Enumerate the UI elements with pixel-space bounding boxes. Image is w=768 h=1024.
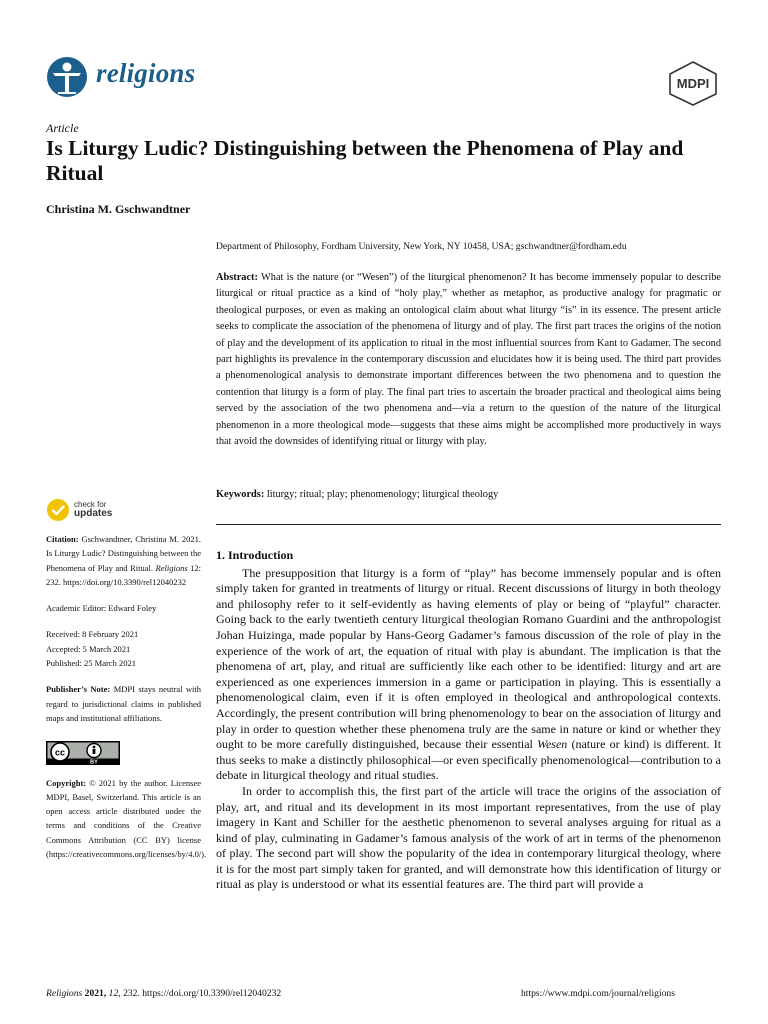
keywords-label: Keywords:	[216, 489, 265, 500]
article-type: Article	[46, 121, 79, 135]
section-title: 1. Introduction	[216, 548, 294, 562]
footer-year: 2021,	[84, 988, 107, 999]
accepted-date: Accepted: 5 March 2021	[46, 643, 131, 654]
copyright-text: © 2021 by the author. Licensee MDPI, Basel, Switzerland. This article is an open access article distributed under the terms and conditions of the Creative Commons Attribution (CC BY) license (https://creativecommons.org/licenses/by/4.0/).	[46, 777, 207, 860]
abstract	[216, 270, 721, 450]
footer-journal-url[interactable]: https://www.mdpi.com/journal/religions	[521, 988, 675, 999]
paragraph-2: In order to accomplish this, the first part of the article will trace the origins of the association of play, art, and ritual and its development in its most important representatives, from the use of play imagery in Kant and Schiller for the aesthetic phenomenon to several analyses arguing for ritual as a kind of play, culminating in Gadamer’s famous analysis of the work of art in terms of the phenomenon of play. The second part will show the popularity of the idea in contemporary liturgical theology, where it is for the most part simply taken for granted, and will demonstrate how this identification of liturgy or ritual as play is understood or what its essential features are. The third part will provide a	[216, 783, 721, 892]
paragraph-1-tail: (nature or kind) is different. It thus seeks to make a distinctly philosophical—or even specifically phenomenological—contribution to a debate in liturgical theology and ritual studies.	[216, 737, 722, 783]
dates-block	[46, 627, 201, 670]
citation-label: Citation:	[46, 534, 79, 544]
footer-journal: Religions	[46, 988, 83, 999]
footer-doi[interactable]: 232. https://doi.org/10.3390/rel12040232	[123, 988, 282, 999]
paragraph-1-text: The presupposition that liturgy is a form of “play” has become immensely popular and is often simply taken for granted in treatments of liturgy or ritual. Recent discussions of liturgy in both theology and philosophy refer to it self-evidently as having elements of play or being of “playful” character. Going back to the early twentieth century liturgical theologian Romano Guardini and the anthropologist Johan Huizinga, made popular by Hans-Georg Gadamer’s famous discussion of the role of play in the experience of the work of art, the equation of ritual with play is abundant. The implication is that the phenomena of art, play, and ritual are sufficiently like each other to be identified: liturgy and art are experienced as one experiences immersion in a game or participation in playing. This is essentially a phenomenological claim, even if it is often employed in theological and anthropological contexts. Accordingly, the present contribution will bring phenomenology to bear on the association of liturgy and play in order to question whether these phenomena truly are the same in nature or kind or whether they ought to be more carefully distinguished, because their essential	[216, 565, 721, 752]
sidebar	[46, 498, 207, 873]
citation-block	[46, 532, 201, 589]
article-title: Is Liturgy Ludic? Distinguishing between the Phenomena of Play and Ritual	[46, 136, 684, 185]
citation-journal: Religions	[155, 562, 188, 573]
copyright-block	[46, 776, 207, 862]
svg-text:cc: cc	[54, 747, 66, 758]
cc-by-label: BY	[90, 759, 98, 766]
author-affiliation: Department of Philosophy, Fordham University, New York, NY 10458, USA; gschwandtner@fordham.edu	[216, 241, 627, 252]
received-date: Received: 8 February 2021	[46, 629, 139, 640]
keywords	[216, 489, 726, 500]
check-updates-text	[74, 500, 112, 518]
abstract-label: Abstract:	[216, 272, 258, 283]
paragraph-1	[216, 566, 721, 784]
section-divider	[216, 524, 721, 525]
check-updates-icon	[46, 498, 70, 522]
footer-volume: 12,	[108, 988, 121, 999]
cc-by-license-icon[interactable]	[46, 741, 120, 765]
academic-editor	[46, 601, 201, 615]
publisher-note	[46, 682, 201, 725]
keywords-text: liturgy; ritual; play; phenomenology; liturgical theology	[266, 489, 499, 500]
article-authors: Christina M. Gschwandtner	[46, 202, 191, 216]
check-for-updates-badge[interactable]	[46, 498, 201, 528]
publisher-note-label: Publisher’s Note:	[46, 684, 111, 695]
paragraph-1-emphasis: Wesen	[537, 737, 568, 752]
footer-citation	[46, 988, 281, 999]
publisher-note-text: MDPI stays neutral with regard to jurisdictional claims in published maps and institutional affiliations.	[46, 684, 202, 723]
copyright-label: Copyright:	[46, 777, 87, 788]
citation-text: Gschwandtner, Christina M. 2021. Is Liturgy Ludic? Distinguishing between the Phenomena of Play and Ritual.	[46, 534, 201, 573]
check-line-2: updates	[74, 508, 113, 519]
citation-doi[interactable]: 12: 232. https://doi.org/10.3390/rel12040232	[46, 562, 201, 587]
journal-name: religions	[96, 58, 196, 88]
check-line-1: check for	[74, 500, 107, 509]
mdpi-logo-text: MDPI	[676, 76, 710, 91]
religions-logo-icon	[46, 56, 88, 98]
published-date: Published: 25 March 2021	[46, 658, 136, 669]
abstract-text: What is the nature (or “Wesen”) of the liturgical phenomenon? It has become immensely popular to describe liturgical or ritual practice as a kind of “holy play,” whether as metaphor, as productive analogy for pragmatic or theological purposes, or even as making an ontological claim about what liturgy “is” in its essence. The present article seeks to complicate the association of the phenomena of liturgy and of play. The first part traces the origins of the notion of play and the development of its application to ritual in the most influential sources from Kant to Gadamer. The second part highlights its prevalence in the contemporary discussion and elucidates how it is being used. The third part provides a phenomenological analysis to demonstrate important differences between the two phenomena and to question the contention that liturgy is a form of play. The final part tries to ascertain the broader practical and theological aims being served by the association of the two phenomena and—via a return to the question of the nature of the liturgical phenomenon in a more theological mode—suggests that these aims might be accomplished more productively in ways that avoid the downsides of identifying ritual or liturgy with play.	[216, 272, 721, 448]
mdpi-logo	[667, 60, 719, 106]
academic-editor-text: Academic Editor: Edward Foley	[46, 603, 157, 614]
article-body	[216, 548, 721, 893]
